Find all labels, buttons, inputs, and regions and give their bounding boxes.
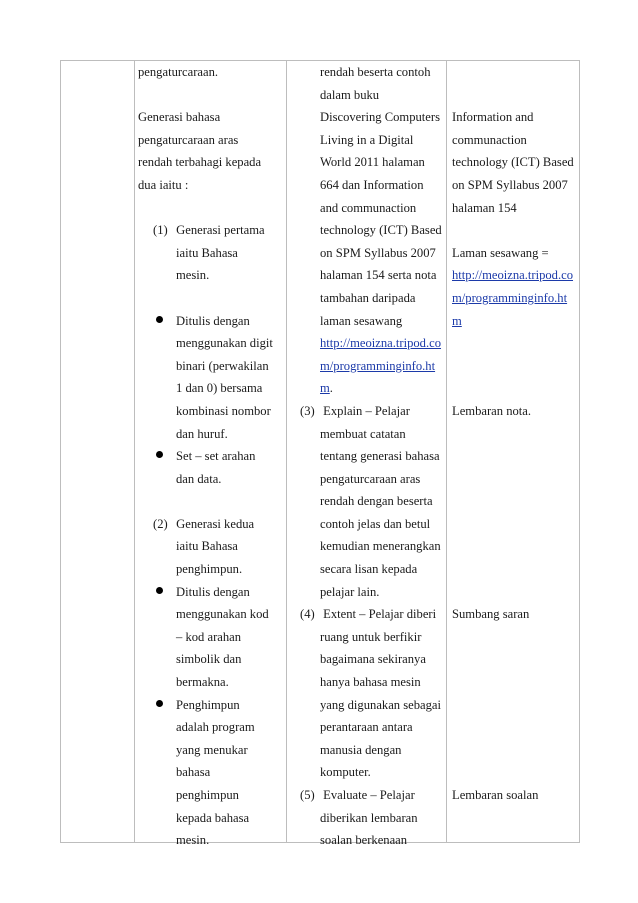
activity-line: dalam buku bbox=[320, 87, 380, 102]
list-item-text: mesin. bbox=[176, 268, 210, 283]
resource-line: Information and bbox=[452, 110, 534, 125]
resource-line: Laman sesawang = bbox=[452, 245, 549, 260]
step-number: (3) bbox=[300, 403, 315, 418]
activity-line: laman sesawang bbox=[320, 313, 403, 328]
step-text: contoh jelas dan betul bbox=[320, 516, 431, 531]
bullet-text: bermakna. bbox=[176, 675, 229, 690]
bullet-text: 1 dan 0) bersama bbox=[176, 381, 263, 396]
bullet-text: kepada bahasa bbox=[176, 810, 250, 825]
step-text: bagaimana sekiranya bbox=[320, 652, 426, 667]
step-text: secara lisan kepada bbox=[320, 562, 418, 577]
list-item-text: iaitu Bahasa bbox=[176, 539, 238, 554]
activity-line: technology (ICT) Based bbox=[320, 223, 442, 238]
table-border-right bbox=[579, 61, 580, 842]
step-text: membuat catatan bbox=[320, 426, 406, 441]
bullet-text: binari (perwakilan bbox=[176, 358, 269, 373]
link-suffix: . bbox=[329, 381, 333, 396]
bullet-text: Penghimpun bbox=[176, 697, 240, 712]
content-line: pengaturcaraan. bbox=[138, 65, 219, 79]
resource-link[interactable]: m bbox=[452, 313, 462, 328]
step-text: ruang untuk berfikir bbox=[320, 629, 422, 644]
table-divider-1 bbox=[134, 61, 135, 842]
bullet-text: menggunakan kod bbox=[176, 607, 269, 622]
step-text: pengaturcaraan aras bbox=[320, 471, 421, 486]
bullet-text: penghimpun bbox=[176, 788, 239, 802]
resource-line: Lembaran nota. bbox=[452, 403, 532, 418]
table-border-left bbox=[60, 61, 61, 842]
activity-line: and communaction bbox=[320, 200, 417, 215]
resource-line: halaman 154 bbox=[452, 200, 517, 215]
resource-line: Sumbang saran bbox=[452, 607, 530, 622]
step-text: kemudian menerangkan bbox=[320, 539, 441, 554]
list-item-text: penghimpun. bbox=[176, 562, 243, 577]
step-number: (4) bbox=[300, 607, 315, 622]
list-item-text: iaitu Bahasa bbox=[176, 245, 238, 260]
step-text: rendah dengan beserta bbox=[320, 494, 433, 509]
step-text: diberikan lembaran bbox=[320, 810, 418, 825]
resource-link[interactable]: m/programminginfo.ht bbox=[452, 290, 568, 305]
content-line: dua iaitu : bbox=[138, 177, 189, 192]
bullet-text: Ditulis dengan bbox=[176, 313, 250, 328]
activity-line: rendah beserta contoh bbox=[320, 65, 431, 79]
resource-column bbox=[452, 61, 578, 807]
list-number: (2) bbox=[153, 516, 168, 531]
resource-link[interactable]: http://meoizna.tripod.co bbox=[452, 268, 574, 283]
bullet-text: mesin. bbox=[176, 833, 210, 848]
bullet-text: kombinasi nombor bbox=[176, 403, 271, 418]
table-divider-3 bbox=[446, 61, 447, 842]
activity-line: Living in a Digital bbox=[320, 132, 414, 147]
resource-line: Lembaran soalan bbox=[452, 788, 539, 802]
resource-line: communaction bbox=[452, 132, 527, 147]
step-text: manusia dengan bbox=[320, 742, 402, 757]
activity-column bbox=[296, 61, 446, 852]
content-column bbox=[138, 61, 308, 852]
bullet-text: adalah program bbox=[176, 720, 255, 735]
content-line: rendah terbahagi kepada bbox=[138, 155, 262, 170]
content-line: pengaturcaraan aras bbox=[138, 132, 239, 147]
bullet-text: Ditulis dengan bbox=[176, 584, 250, 599]
activity-line: Discovering Computers bbox=[320, 110, 440, 125]
reference-link[interactable]: m/programminginfo.ht bbox=[320, 358, 436, 373]
resource-line: technology (ICT) Based bbox=[452, 155, 574, 170]
reference-link[interactable]: http://meoizna.tripod.co bbox=[320, 336, 442, 351]
bullet-text: menggunakan digit bbox=[176, 336, 273, 351]
bullet-text: yang menukar bbox=[176, 742, 248, 757]
step-text: tentang generasi bahasa bbox=[320, 449, 440, 464]
step-number: (5) bbox=[300, 788, 315, 802]
step-text: Explain – Pelajar bbox=[323, 403, 410, 418]
activity-line: World 2011 halaman bbox=[320, 155, 425, 170]
step-text: perantaraan antara bbox=[320, 720, 413, 735]
reference-link[interactable]: m bbox=[320, 381, 330, 396]
activity-line: tambahan daripada bbox=[320, 290, 416, 305]
bullet-text: dan data. bbox=[176, 471, 222, 486]
activity-line: on SPM Syllabus 2007 bbox=[320, 245, 436, 260]
step-text: soalan berkenaan bbox=[320, 833, 408, 848]
resource-line: on SPM Syllabus 2007 bbox=[452, 177, 568, 192]
bullet-text: simbolik dan bbox=[176, 652, 242, 667]
step-text: hanya bahasa mesin bbox=[320, 675, 421, 690]
activity-line: halaman 154 serta nota bbox=[320, 268, 437, 283]
bullet-text: dan huruf. bbox=[176, 426, 228, 441]
bullet-text: Set – set arahan bbox=[176, 449, 256, 464]
step-text: komputer. bbox=[320, 765, 371, 780]
list-item-text: Generasi pertama bbox=[176, 223, 265, 238]
list-number: (1) bbox=[153, 223, 168, 238]
content-line: Generasi bahasa bbox=[138, 110, 221, 125]
bullet-text: – kod arahan bbox=[176, 629, 242, 644]
step-text: Extent – Pelajar diberi bbox=[323, 607, 437, 622]
step-text: Evaluate – Pelajar bbox=[323, 788, 415, 802]
step-text: pelajar lain. bbox=[320, 584, 380, 599]
list-item-text: Generasi kedua bbox=[176, 516, 255, 531]
activity-line: 664 dan Information bbox=[320, 177, 424, 192]
step-text: yang digunakan sebagai bbox=[320, 697, 441, 712]
bullet-text: bahasa bbox=[176, 765, 211, 780]
